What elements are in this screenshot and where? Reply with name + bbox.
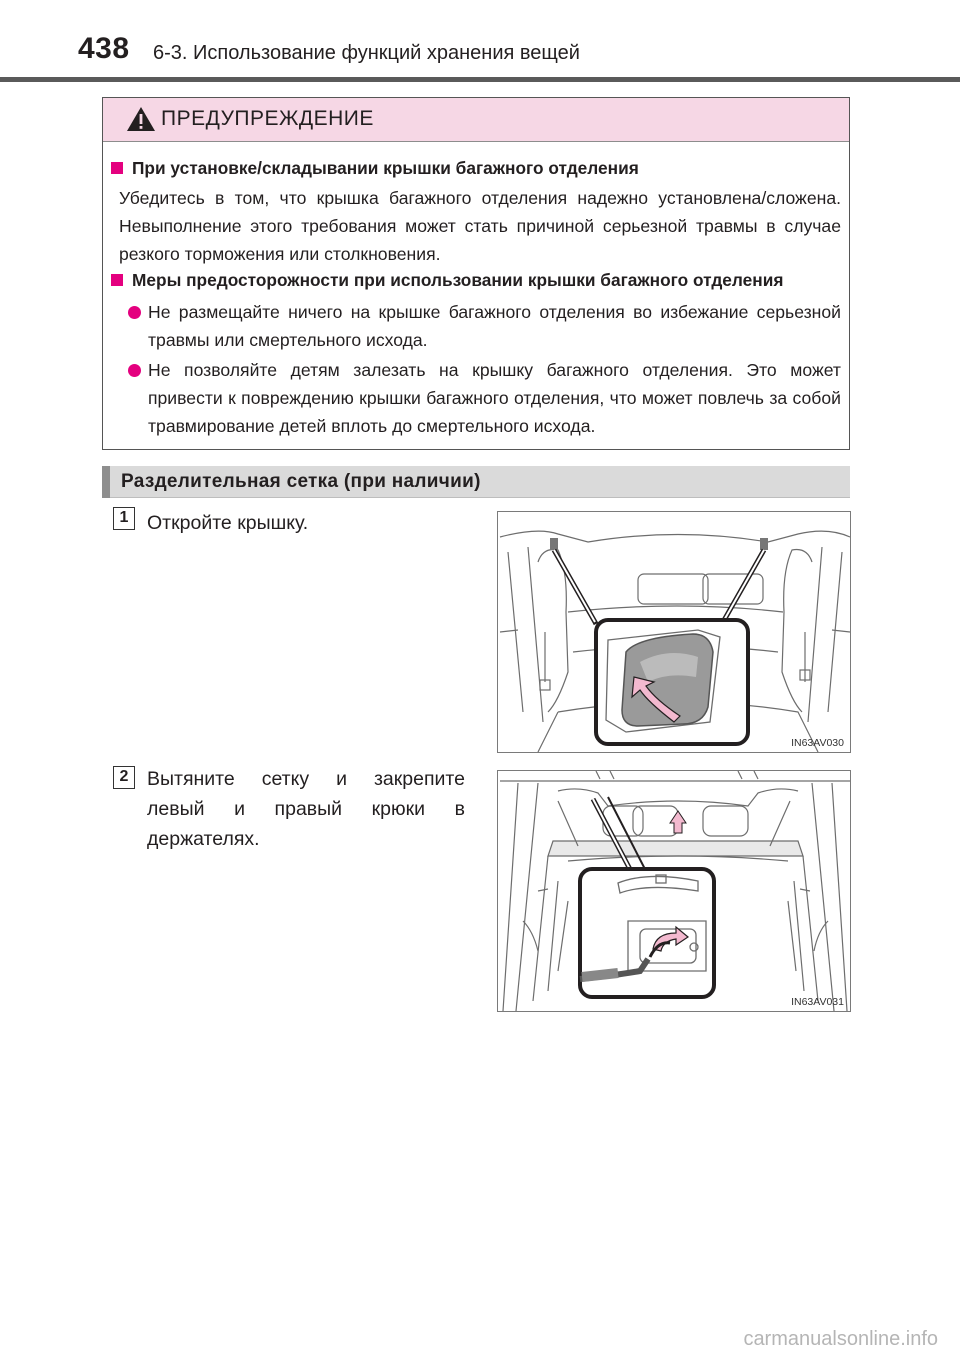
figure-open-cover	[497, 511, 851, 753]
warning-box	[102, 97, 850, 450]
figure-pull-net	[497, 770, 851, 1012]
step-text-2	[147, 764, 465, 854]
section-header-title: Разделительная сетка (при наличии)	[121, 471, 481, 492]
cargo-area-illustration	[498, 771, 851, 1012]
figure-label: IN63AV031	[791, 996, 844, 1008]
section-title: 6-3. Использование функций хранения вещей	[153, 42, 580, 64]
header-divider	[0, 77, 960, 82]
heading-text: При установке/складывании крышки багажного отделения	[132, 158, 639, 178]
warning-header	[103, 98, 849, 142]
pink-square-icon	[111, 162, 123, 174]
section-header	[102, 466, 850, 498]
step-line: Вытяните сетку и закрепите	[147, 768, 465, 790]
step-line: Откройте крышку.	[147, 512, 309, 534]
warning-triangle-icon	[126, 106, 156, 132]
pink-square-icon	[111, 274, 123, 286]
warning-text-install: Убедитесь в том, что крышка багажного отделения надежно установлена/сложена. Невыполнение этого требования может стать причиной серьезной травмы в случае резкого торможения или столкновения.	[119, 188, 841, 264]
bullet-dot-icon	[128, 306, 141, 319]
warning-title: ПРЕДУПРЕЖДЕНИЕ	[161, 107, 374, 130]
step-number-1: 1	[113, 507, 135, 530]
step-line: держателях.	[147, 828, 260, 850]
warning-bullet-2: Не позволяйте детям залезать на крышку багажного отделения. Это может привести к повреждению крышки багажного отделения, что может повлечь за собой травмирование детей вплоть до смертельного исхода.	[148, 360, 841, 436]
warning-heading-install	[111, 154, 639, 182]
warning-heading-precautions	[111, 266, 783, 294]
heading-text: Меры предосторожности при использовании крышки багажного отделения	[132, 270, 784, 290]
step-number-2: 2	[113, 766, 135, 789]
rear-seat-illustration	[498, 512, 851, 753]
page-number: 438	[78, 32, 130, 65]
section-header-bar	[102, 466, 110, 498]
step-line: левый и правый крюки в	[147, 798, 465, 820]
bullet-dot-icon	[128, 364, 141, 377]
figure-label: IN63AV030	[791, 737, 844, 749]
step-text-1	[147, 508, 465, 538]
page-header	[0, 0, 960, 80]
warning-bullet-1: Не размещайте ничего на крышке багажного отделения во избежание серьезной травмы или смертельного исхода.	[148, 302, 841, 350]
watermark: carmanualsonline.info	[743, 1328, 938, 1350]
